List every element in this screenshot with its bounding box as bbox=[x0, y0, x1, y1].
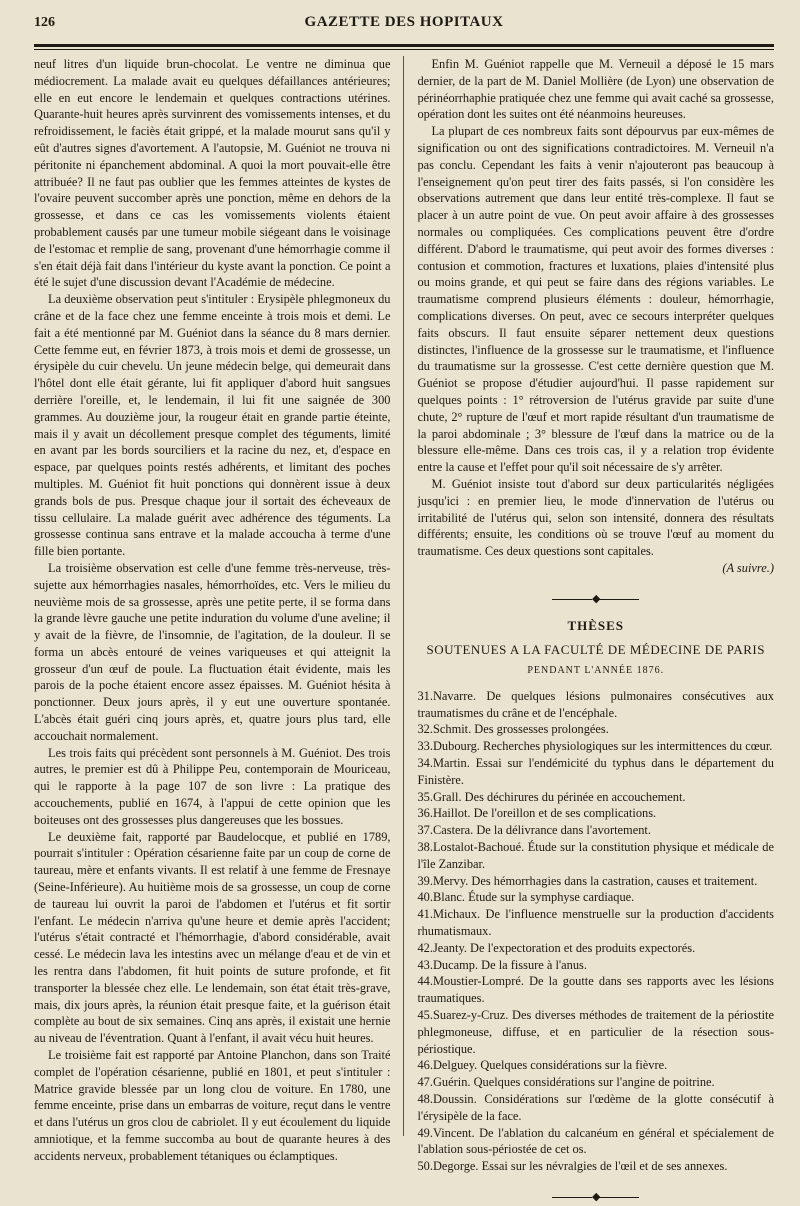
thesis-text: Mervy. Des hémorrhagies dans la castration, causes et traitement. bbox=[432, 873, 758, 888]
thesis-text: Guérin. Quelques considérations sur l'angine de poitrine. bbox=[432, 1075, 715, 1090]
thesis-item bbox=[417, 1007, 774, 1057]
thesis-item bbox=[417, 940, 774, 957]
thesis-item bbox=[417, 822, 774, 839]
thesis-item bbox=[417, 839, 774, 873]
thesis-number: 39. bbox=[417, 873, 433, 888]
header-rule-thick bbox=[34, 44, 774, 47]
header-rule-thin bbox=[34, 49, 774, 50]
thesis-number: 48. bbox=[417, 1092, 433, 1107]
thesis-number: 34. bbox=[417, 756, 433, 771]
theses-subtitle: SOUTENUES A LA FACULTÉ DE MÉDECINE DE PARIS bbox=[426, 642, 765, 658]
thesis-text: Navarre. De quelques lésions pulmonaires consécutives aux traumatismes du crâne et de l'encéphale. bbox=[417, 688, 774, 720]
thesis-item bbox=[417, 805, 774, 822]
thesis-text: Blanc. Étude sur la symphyse cardiaque. bbox=[432, 890, 635, 905]
left-paragraph: La deuxième observation peut s'intituler : Erysipèle phlegmoneux du crâne et de la face chez une femme enceinte à trois mois et demi. Le fait a été mentionné par M. Guéniot dans la séance du 8 mars dernier. Cette femme eut, en février 1873, à trois mois et demi de grossesse, un érysipèle du cuir chevelu. Un jeune médecin belge, qui demeurait dans l'hôtel dont elle était gérante, lui fit appliquer d'abord huit sangsues derrière l'oreille, et, le lendemain, il lui fit une saignée de 300 grammes. Au douzième jour, la rougeur était en grande partie éteinte, mais il y avait un décollement presque complet des téguments, limité en avant par les bords sourciliers et la racine du nez, et, d'espace en espace, par quelques points restés adhérents, et limitant des poches multiples. M. Guéniot fit huit ponctions qui donnèrent issue à deux grands bols de pus. Presque chaque jour il sortait des écheveaux de tissu cellulaire. La malade guérit avec adhérence des téguments. La grossesse continua sans entrave et la malade accoucha à terme d'une fille bien portante. bbox=[34, 292, 391, 559]
thesis-text: Moustier-Lompré. De la goutte dans ses rapports avec les lésions traumatiques. bbox=[417, 974, 774, 1006]
thesis-text: Suarez-y-Cruz. Des diverses méthodes de traitement de la périostite phlegmoneuse, diffuse, et en particulier de la résection sous-périostique. bbox=[417, 1008, 774, 1056]
right-column bbox=[403, 56, 774, 1203]
theses-period: PENDANT L'ANNÉE 1876. bbox=[527, 665, 665, 677]
thesis-number: 38. bbox=[417, 840, 433, 855]
left-paragraph: Les trois faits qui précèdent sont personnels à M. Guéniot. Des trois autres, le premier est dû à Philippe Peu, contemporain de Mouriceau, qui le rapporte à la page 107 de son livre : La pratique des accouchements, publié en 1674, à l'appui de cette opinion que les boiteuses ont des grossesses plus dangereuses que les bossues. bbox=[34, 745, 391, 827]
left-paragraph: Le deuxième fait, rapporté par Baudelocque, et publié en 1789, pourrait s'intituler : Opération césarienne faite par un coup de corne de taureau, mère et enfants vivants. Il est relatif à une femme de Fresnaye (Seine-Inférieure). Au huitième mois de sa grossesse, un coup de corne de taureau lui ouvrit la paroi de l'abdomen et l'utérus et fit sortir l'enfant. Le médecin n'arriva qu'une heure et demie après l'accident; l'utérus s'était contracté et l'hémorrhagie, d'abord considérable, avait cessé. Le médecin lava les intestins avec un mélange d'eau et de vin et les rentra dans l'abdomen, fit huit points de suture profonde, et fit transporter la blessée chez elle. Le lendemain, son état était très-grave, mais, dix jours après, la réunion était presque faite, et la guérison était complète au bout de six semaines. Cinq ans après, il existait une hernie au niveau de l'éventration. Quant à l'enfant, il avait vécu huit heures. bbox=[34, 829, 391, 1046]
left-paragraph: neuf litres d'un liquide brun-chocolat. Le ventre ne diminua que médiocrement. La malade avait eu quelques défaillances antérieures; elle en eut encore le lendemain et quelques contractions utérines. Quarante-huit heures après survinrent des vomissements intenses, et du refroidissement, le faciès était grippé, et la malade mourut sans qu'il y eût d'autres signes d'avortement. A l'autopsie, M. Guéniot ne trouva ni péritonite ni épanchement abdominal. A quoi la mort pouvait-elle être attribuée? Il ne faut pas oublier que les femmes atteintes de kystes de l'ovaire peuvent succomber après une ponction, même en dehors de la grossesse, et dans ce cas les vomissements violents étaient probablement causés par une tumeur mobile siégeant dans le voisinage de l'estomac et remplie de sang, provenant d'une hémorrhagie comme il s'en était déjà fait dans l'intérieur du kyste avant la ponction. Ce point a été le sujet d'une discussion devant l'Académie de médecine. bbox=[34, 57, 391, 290]
theses-title: THÈSES bbox=[567, 617, 625, 633]
left-paragraph: La troisième observation est celle d'une femme très-nerveuse, très-sujette aux hémorrhagies nasales, hémorrhoïdes, etc. Vers le milieu du neuvième mois de sa grossesse, après une petite perte, il se forma dans la grande lèvre gauche une petite induration du volume d'une aveline; il y avait de la fièvre, de l'insomnie, de l'agitation, de la douleur. Il se forma un abcès entouré de veines variqueuses et qui atteignit la grosseur d'un œuf de poule. La fluctuation était évidente, mais les parois de la poche étaient encore assez épaisses. M. Guéniot hésita à ponctionner. Deux jours après, il y eut une ouverture spontanée. L'abcès était guéri cinq jours après, et, quatre jours plus tard, elle accouchait normalement. bbox=[34, 560, 391, 743]
right-paragraph: M. Guéniot insiste tout d'abord sur deux particularités négligées jusqu'ici : en premier lieu, le mode d'innervation de l'utérus ou irritabilité de l'utérus qui, selon son intensité, donnera des résultats différents; ensuite, les conditions où se trouve l'œuf au moment du traumatisme. Ces deux questions sont capitales. bbox=[417, 476, 774, 559]
theses-list bbox=[417, 688, 774, 1175]
thesis-item bbox=[417, 906, 774, 940]
thesis-number: 49. bbox=[417, 1125, 433, 1140]
thesis-number: 35. bbox=[417, 789, 433, 804]
thesis-text: Michaux. De l'influence menstruelle sur la production d'accidents rhumatismaux. bbox=[417, 907, 774, 939]
thesis-number: 47. bbox=[417, 1075, 433, 1090]
thesis-text: Castera. De la délivrance dans l'avortement. bbox=[432, 823, 651, 838]
thesis-number: 40. bbox=[417, 890, 433, 905]
thesis-item bbox=[417, 973, 774, 1007]
thesis-item bbox=[417, 1057, 774, 1074]
thesis-item bbox=[417, 1125, 774, 1159]
thesis-number: 46. bbox=[417, 1058, 433, 1073]
thesis-number: 37. bbox=[417, 823, 433, 838]
section-ornament-end: ◆ bbox=[417, 1189, 774, 1206]
journal-title: GAZETTE DES HOPITAUX bbox=[304, 14, 504, 30]
thesis-item bbox=[417, 755, 774, 789]
to-be-continued: (A suivre.) bbox=[722, 560, 774, 575]
thesis-text: Lostalot-Bachoué. Étude sur la constitution physique et médicale de l'île Zanzibar. bbox=[417, 840, 774, 871]
thesis-number: 31. bbox=[417, 688, 433, 703]
thesis-number: 32. bbox=[417, 722, 433, 737]
thesis-item bbox=[417, 889, 774, 906]
thesis-text: Grall. Des déchirures du périnée en accouchement. bbox=[432, 789, 686, 804]
thesis-number: 41. bbox=[417, 907, 433, 922]
thesis-text: Vincent. De l'ablation du calcanéum en général et spécialement de l'ablation sous-périostée de cet os. bbox=[417, 1125, 774, 1157]
thesis-text: Jeanty. De l'expectoration et des produits expectorés. bbox=[432, 940, 696, 955]
thesis-item bbox=[417, 789, 774, 806]
thesis-text: Degorge. Essai sur les névralgies de l'œil et de ses annexes. bbox=[432, 1159, 728, 1174]
page-number: 126 bbox=[34, 15, 55, 30]
thesis-text: Haillot. De l'oreillon et de ses complications. bbox=[432, 806, 657, 821]
thesis-number: 33. bbox=[417, 739, 433, 754]
thesis-number: 36. bbox=[417, 806, 433, 821]
thesis-number: 42. bbox=[417, 940, 433, 955]
left-paragraph: Le troisième fait est rapporté par Antoine Planchon, dans son Traité complet de l'opération césarienne, publié en 1801, et peut s'intituler : Matrice gravide blessée par un long clou de voiture. En 1780, une femme enceinte, prise dans un embarras de voiture, reçut dans le ventre et dans l'utérus un gros clou de cabriolet. Il y eut écoulement du liquide amniotique, et la femme succomba au bout de quarante heures à des accidents nerveux, probablement tétaniques ou éclamptiques. bbox=[34, 1048, 391, 1163]
section-ornament: ◆ bbox=[417, 591, 774, 608]
thesis-item bbox=[417, 738, 774, 755]
thesis-text: Ducamp. De la fissure à l'anus. bbox=[432, 957, 587, 972]
page-header bbox=[34, 14, 774, 38]
thesis-text: Schmit. Des grossesses prolongées. bbox=[432, 722, 609, 737]
right-paragraph: Enfin M. Guéniot rappelle que M. Verneuil a déposé le 15 mars dernier, de la part de M. Daniel Mollière (de Lyon) une observation de périnéorrhaphie pratiquée chez une femme qui avait caché sa grossesse, opération dont les suites ont été néanmoins heureuses. bbox=[417, 57, 774, 122]
thesis-number: 50. bbox=[417, 1159, 433, 1174]
thesis-text: Martin. Essai sur l'endémicité du typhus dans le département du Finistère. bbox=[417, 756, 774, 787]
thesis-text: Doussin. Considérations sur l'œdème de la glotte consécutif à l'érysipèle de la face. bbox=[417, 1092, 774, 1123]
thesis-item bbox=[417, 721, 774, 738]
thesis-text: Delguey. Quelques considérations sur la fièvre. bbox=[432, 1058, 668, 1073]
thesis-number: 45. bbox=[417, 1008, 433, 1023]
columns bbox=[34, 56, 774, 1203]
thesis-item bbox=[417, 688, 774, 722]
thesis-number: 43. bbox=[417, 957, 433, 972]
thesis-item bbox=[417, 957, 774, 974]
thesis-item bbox=[417, 1091, 774, 1125]
thesis-item bbox=[417, 1074, 774, 1091]
right-paragraph: La plupart de ces nombreux faits sont dépourvus par eux-mêmes de signification ou ont des significations contradictoires. M. Verneuil n'a pas conclu. Cependant les faits à venir n'ajouteront pas beaucoup à l'enseignement qu'on peut tirer des faits passés, si l'on considère les observations autrement que dans leur entité très-complexe. Il faut se placer à un autre point de vue. On peut avoir affaire à des grossesses normales ou compliquées. Ces complications peuvent être d'ordre différent. D'abord le traumatisme, qui peut avoir des formes diverses : contusion et commotion, fractures et luxations, plaies d'intensité plus ou moins grande, et qui peut se faire dans des régions variables. Le traumatisme comprend plusieurs éléments : douleur, hémorrhagie, complications diverses. On peut, avec ce secours interpréter quelques faits obscurs. Il faut ensuite séparer nettement deux questions distinctes, l'influence de la grossesse sur le traumatisme, et l'influence du traumatisme sur la grossesse. C'est cette dernière question que M. Guéniot se propose d'étudier aujourd'hui. Il passe rapidement sur quelques points : 1° rétroversion de l'utérus gravide par suite d'une chute, 2° rupture de l'œuf et mort rapide résultant d'un traumatisme de la paroi abdominale ; 3° blessure de l'œuf dans la matrice ou de la blessure elle-même. Dans ces trois cas, il y a relation trop évidente entre la cause et l'effet pour qu'il soit nécessaire de s'y arrêter. bbox=[417, 124, 774, 475]
thesis-item bbox=[417, 1158, 774, 1175]
thesis-text: Dubourg. Recherches physiologiques sur les intermittences du cœur. bbox=[432, 739, 773, 754]
left-column bbox=[34, 56, 403, 1163]
thesis-item bbox=[417, 873, 774, 890]
thesis-number: 44. bbox=[417, 974, 433, 989]
